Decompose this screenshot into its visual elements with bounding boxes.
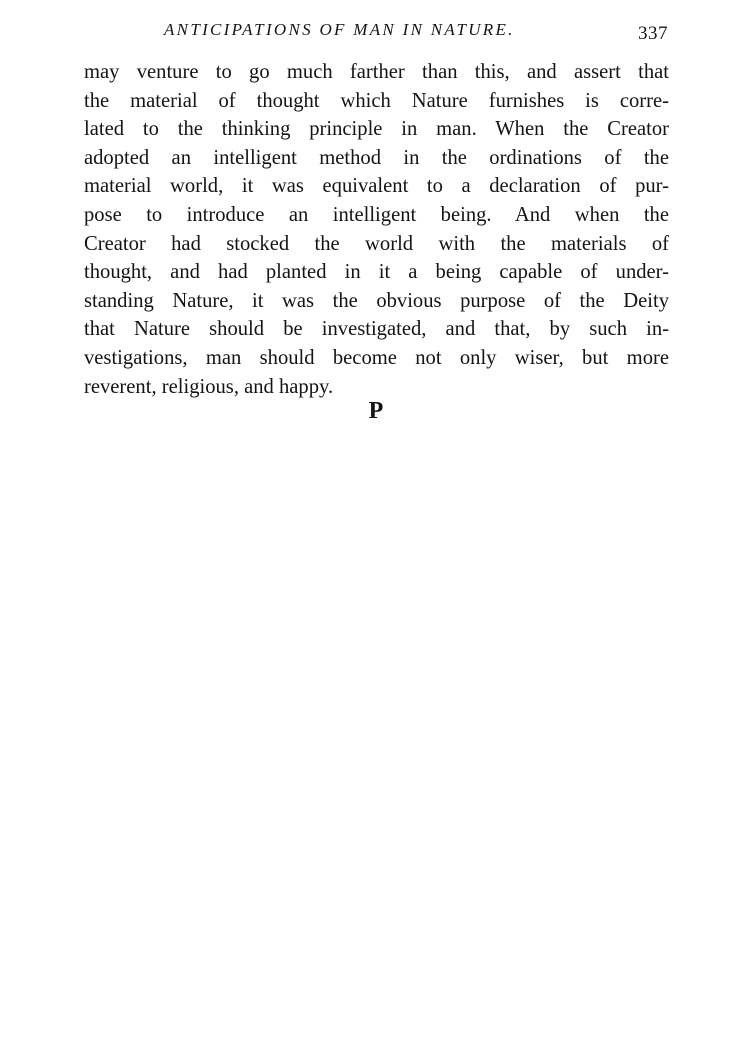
signature-mark: P — [368, 398, 384, 424]
text-line: thought, and had planted in it a being capable of under- — [84, 261, 669, 284]
page-number: 337 — [638, 23, 668, 44]
text-line: Creator had stocked the world with the materials of — [84, 232, 669, 255]
text-line: lated to the thinking principle in man. When the Creator — [84, 118, 669, 141]
text-line: adopted an intelligent method in the ordinations of the — [84, 146, 669, 169]
text-line: pose to introduce an intelligent being. And when the — [84, 203, 669, 226]
text-line: reverent, religious, and happy. — [84, 375, 334, 398]
running-head — [84, 20, 670, 44]
text-line: vestigations, man should become not only wiser, but more — [84, 346, 669, 369]
running-title: ANTICIPATIONS OF MAN IN NATURE. — [164, 20, 515, 39]
text-line: standing Nature, it was the obvious purpose of the Deity — [84, 289, 669, 312]
text-line: may venture to go much farther than this, and assert that — [84, 61, 669, 83]
text-line: that Nature should be investigated, and that, by such in- — [84, 318, 669, 341]
text-line: material world, it was equivalent to a declaration of pur- — [84, 175, 669, 198]
text-line: the material of thought which Nature furnishes is corre- — [84, 89, 669, 112]
body-paragraph — [84, 58, 669, 401]
